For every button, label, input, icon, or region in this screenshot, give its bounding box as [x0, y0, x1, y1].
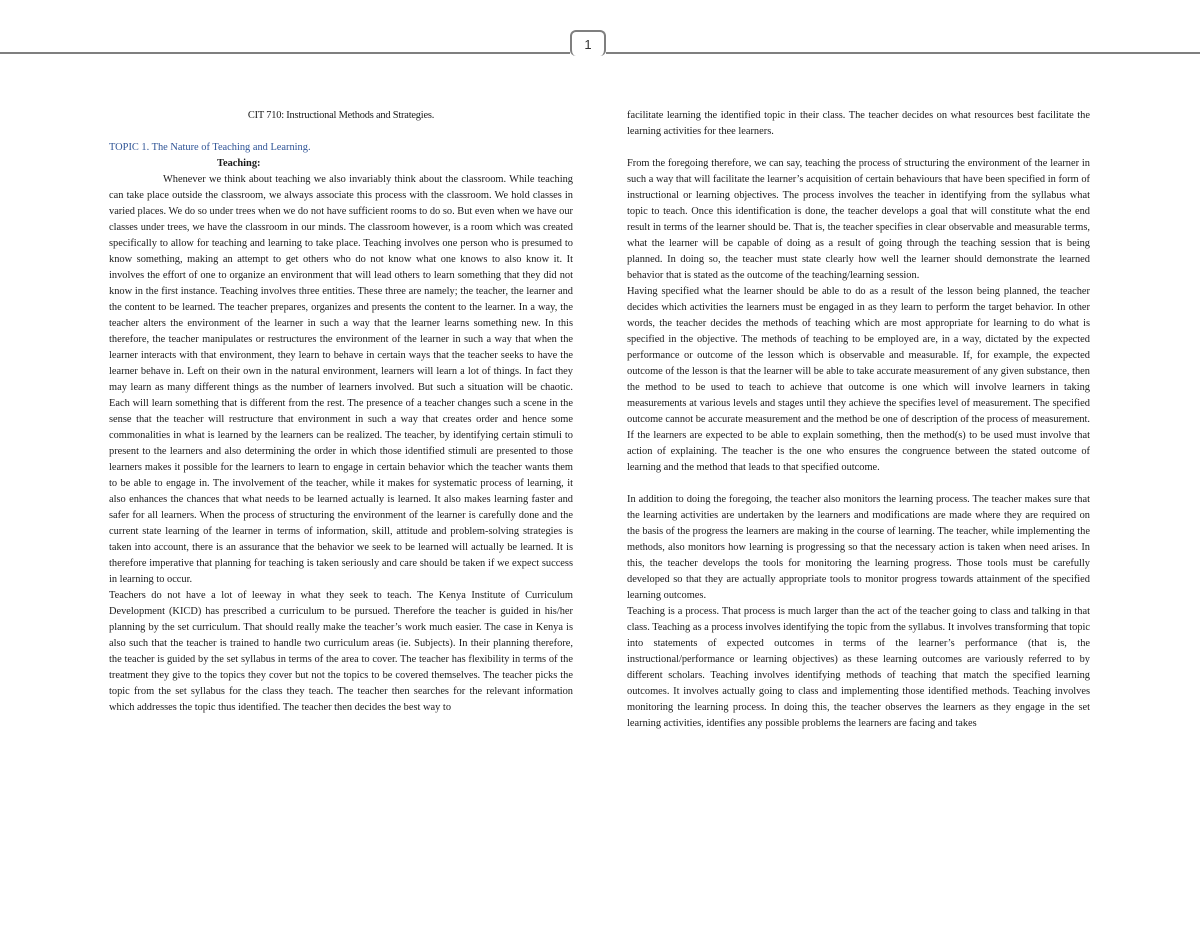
left-paragraph-2: Teachers do not have a lot of leeway in what they seek to teach. The Kenya Institute of Curriculum Development (KICD) has prescribed a curriculum to be pursued. Therefore the teacher is guided in his/her planning by the set curriculum. That should really make the teacher’s work much easier. The case in Kenya is also such that the teacher is trained to handle two curriculum areas (ie. Subjects). In their planning therefore, the teacher is guided by the set syllabus in terms of the area to cover. The teacher has flexibility in terms of the treatment they give to the topics they cover but not the topics to be covered themselves. The teacher picks the topic from the set syllabus for the class they teach. The teacher then searches for the relevant information which addresses the topic thus identified. The teacher then decides the best way to — [109, 590, 573, 713]
right-paragraph-3: Having specified what the learner should be able to do as a result of the lesson being planned, the teacher decides which activities the learners must be engaged in as they learn to perform the target behavior. In other words, the teacher decides the methods of teaching which are most appropriate for learning to do what is specified in the objective. The methods of teaching to be employed are, in a way, dictated by the expected performance or outcome of the lesson which is observable and measurable. If, for example, the expected outcome of the lesson is that the learner will be able to take accurate measurement of any given substance, then the method to be used to teach to achieve that outcome is one which will involve learners in taking measurements at various levels and stages until they achieve the specifies level of measurement. The specified outcome cannot be accurate measurement and the method be one of description of the process of measurement. If the learners are expected to be able to explain something, then the method(s) to be used must involve that action of explaining. The teacher is the one who ensures the congruence between the stated outcome of learning and the method that leads to that specified outcome. — [627, 286, 1090, 473]
topic-heading: TOPIC 1. The Nature of Teaching and Learning. — [109, 142, 311, 153]
page-number: 1 — [570, 30, 606, 56]
header-rule-right — [606, 52, 1200, 54]
right-paragraph-5: Teaching is a process. That process is much larger than the act of the teacher going to class and talking in that class. Teaching as a process involves identifying the topic from the syllabus. It involves transforming that topic into statements of expected outcomes in terms of the learner’s performance (that is, the instructional/performance or learning objectives) as these learning outcomes are variously referred to by different scholars. Teaching involves identifying methods of teaching that match the specified learning outcomes. It involves actually going to class and implementing those identified methods. Teaching involves monitoring the learning process. In doing this, the teacher observes the learners as they engage in the set learning activities, identifies any possible problems the learners are facing and takes — [627, 606, 1090, 729]
sub-heading: Teaching: — [217, 158, 261, 169]
header-rule-left — [0, 52, 570, 54]
right-paragraph-2: From the foregoing therefore, we can say, teaching the process of structuring the environment of the learner in such a way that will facilitate the learner’s acquisition of certain behaviours that have been specified in form of instructional or learning objectives. The process involves the teacher in identifying from the syllabus what topic to teach. Once this identification is done, the teacher develops a goal that will constitute what the end result in terms of the learner should be. That is, the teacher specifies in clear observable and measurable terms, what the learner will be capable of doing as a result of going through the teaching session that is being planned. In doing so, the teacher must state clearly how well the learner should demonstrate the learned behavior that is stated as the outcome of the teaching/learning session. — [627, 158, 1090, 281]
right-paragraph-4: In addition to doing the foregoing, the teacher also monitors the learning process. The teacher makes sure that the learning activities are undertaken by the learners and modifications are made where they are required on the basis of the progress the learners are making in the course of learning. The teacher, while implementing the methods, also monitors how learning is progressing so that the necessary action is taken when need arises. In this, the teacher develops the tools for monitoring the learning progress. Those tools must be carefully developed so that they are actually appropriate tools to monitor progress towards attainment of the specified learning outcomes. — [627, 494, 1090, 601]
course-title: CIT 710: Instructional Methods and Strategies. — [247, 110, 435, 121]
left-paragraph-1: Whenever we think about teaching we also invariably think about the classroom. While teaching can take place outside the classroom, we always associate this process with the classroom. We hold classes in varied places. We do so under trees when we do not have sufficient rooms to do so. But even when we have our classes under trees, we have the classroom in our minds. The classroom however, is a room which was created specifically to allow for teaching and learning to take place. Teaching involves one person who is presumed to know something, making an attempt to get others who do not know what one knows to also know it. It involves the effort of one to organize an environment that will lead others to learn something that they did not know in the first instance. Teaching involves three entities. These three are namely; the teacher, the learner and the content to be learned. The teacher prepares, organizes and presents the content to the learner. In a way, the teacher alters the environment of the learner in such a way that the learner learns something new. In this therefore, the teacher manipulates or restructures the environment of the learner in such a way that when the learner interacts with that environment, they learn to behave in certain ways that the teacher seeks to have the learner behave in. Left on their own in the natural environment, learners will learn a lot of things. In fact they may learn as many different things as the number of learners involved. But such a situation will be chaotic. Each will learn something that is different from the rest. The presence of a teacher changes such a scene in the sense that the teacher will restructure that environment in such a way that creates order and hence some commonalities in what is learned by the learners can be realized. The teacher, by identifying certain stimuli to present to the learners and also determining the order in which those identified stimuli are presented to those learners makes it possible for the learners to learn to engage in certain behavior which the teacher wants them to be able to engage in. The involvement of the teacher, while it makes for systematic process of learning, it also enhances the chances that what needs to be learned actually is learned. It also makes learning faster and safer for all learners. When the process of structuring the environment of the learner is carefully done and the current state learning of the learner in terms of information, skill, attitude and problem-solving strategies is taken into account, there is an assurance that the behavior we seek to be learned will actually be learned. It is therefore imperative that planning for teaching is taken seriously and care should be taken if we expect success in learning to occur. — [109, 174, 573, 585]
right-column — [627, 108, 1090, 732]
left-column — [109, 108, 573, 716]
right-paragraph-1: facilitate learning the identified topic in their class. The teacher decides on what resources best facilitate the learning activities for thee learners. — [627, 110, 1090, 137]
